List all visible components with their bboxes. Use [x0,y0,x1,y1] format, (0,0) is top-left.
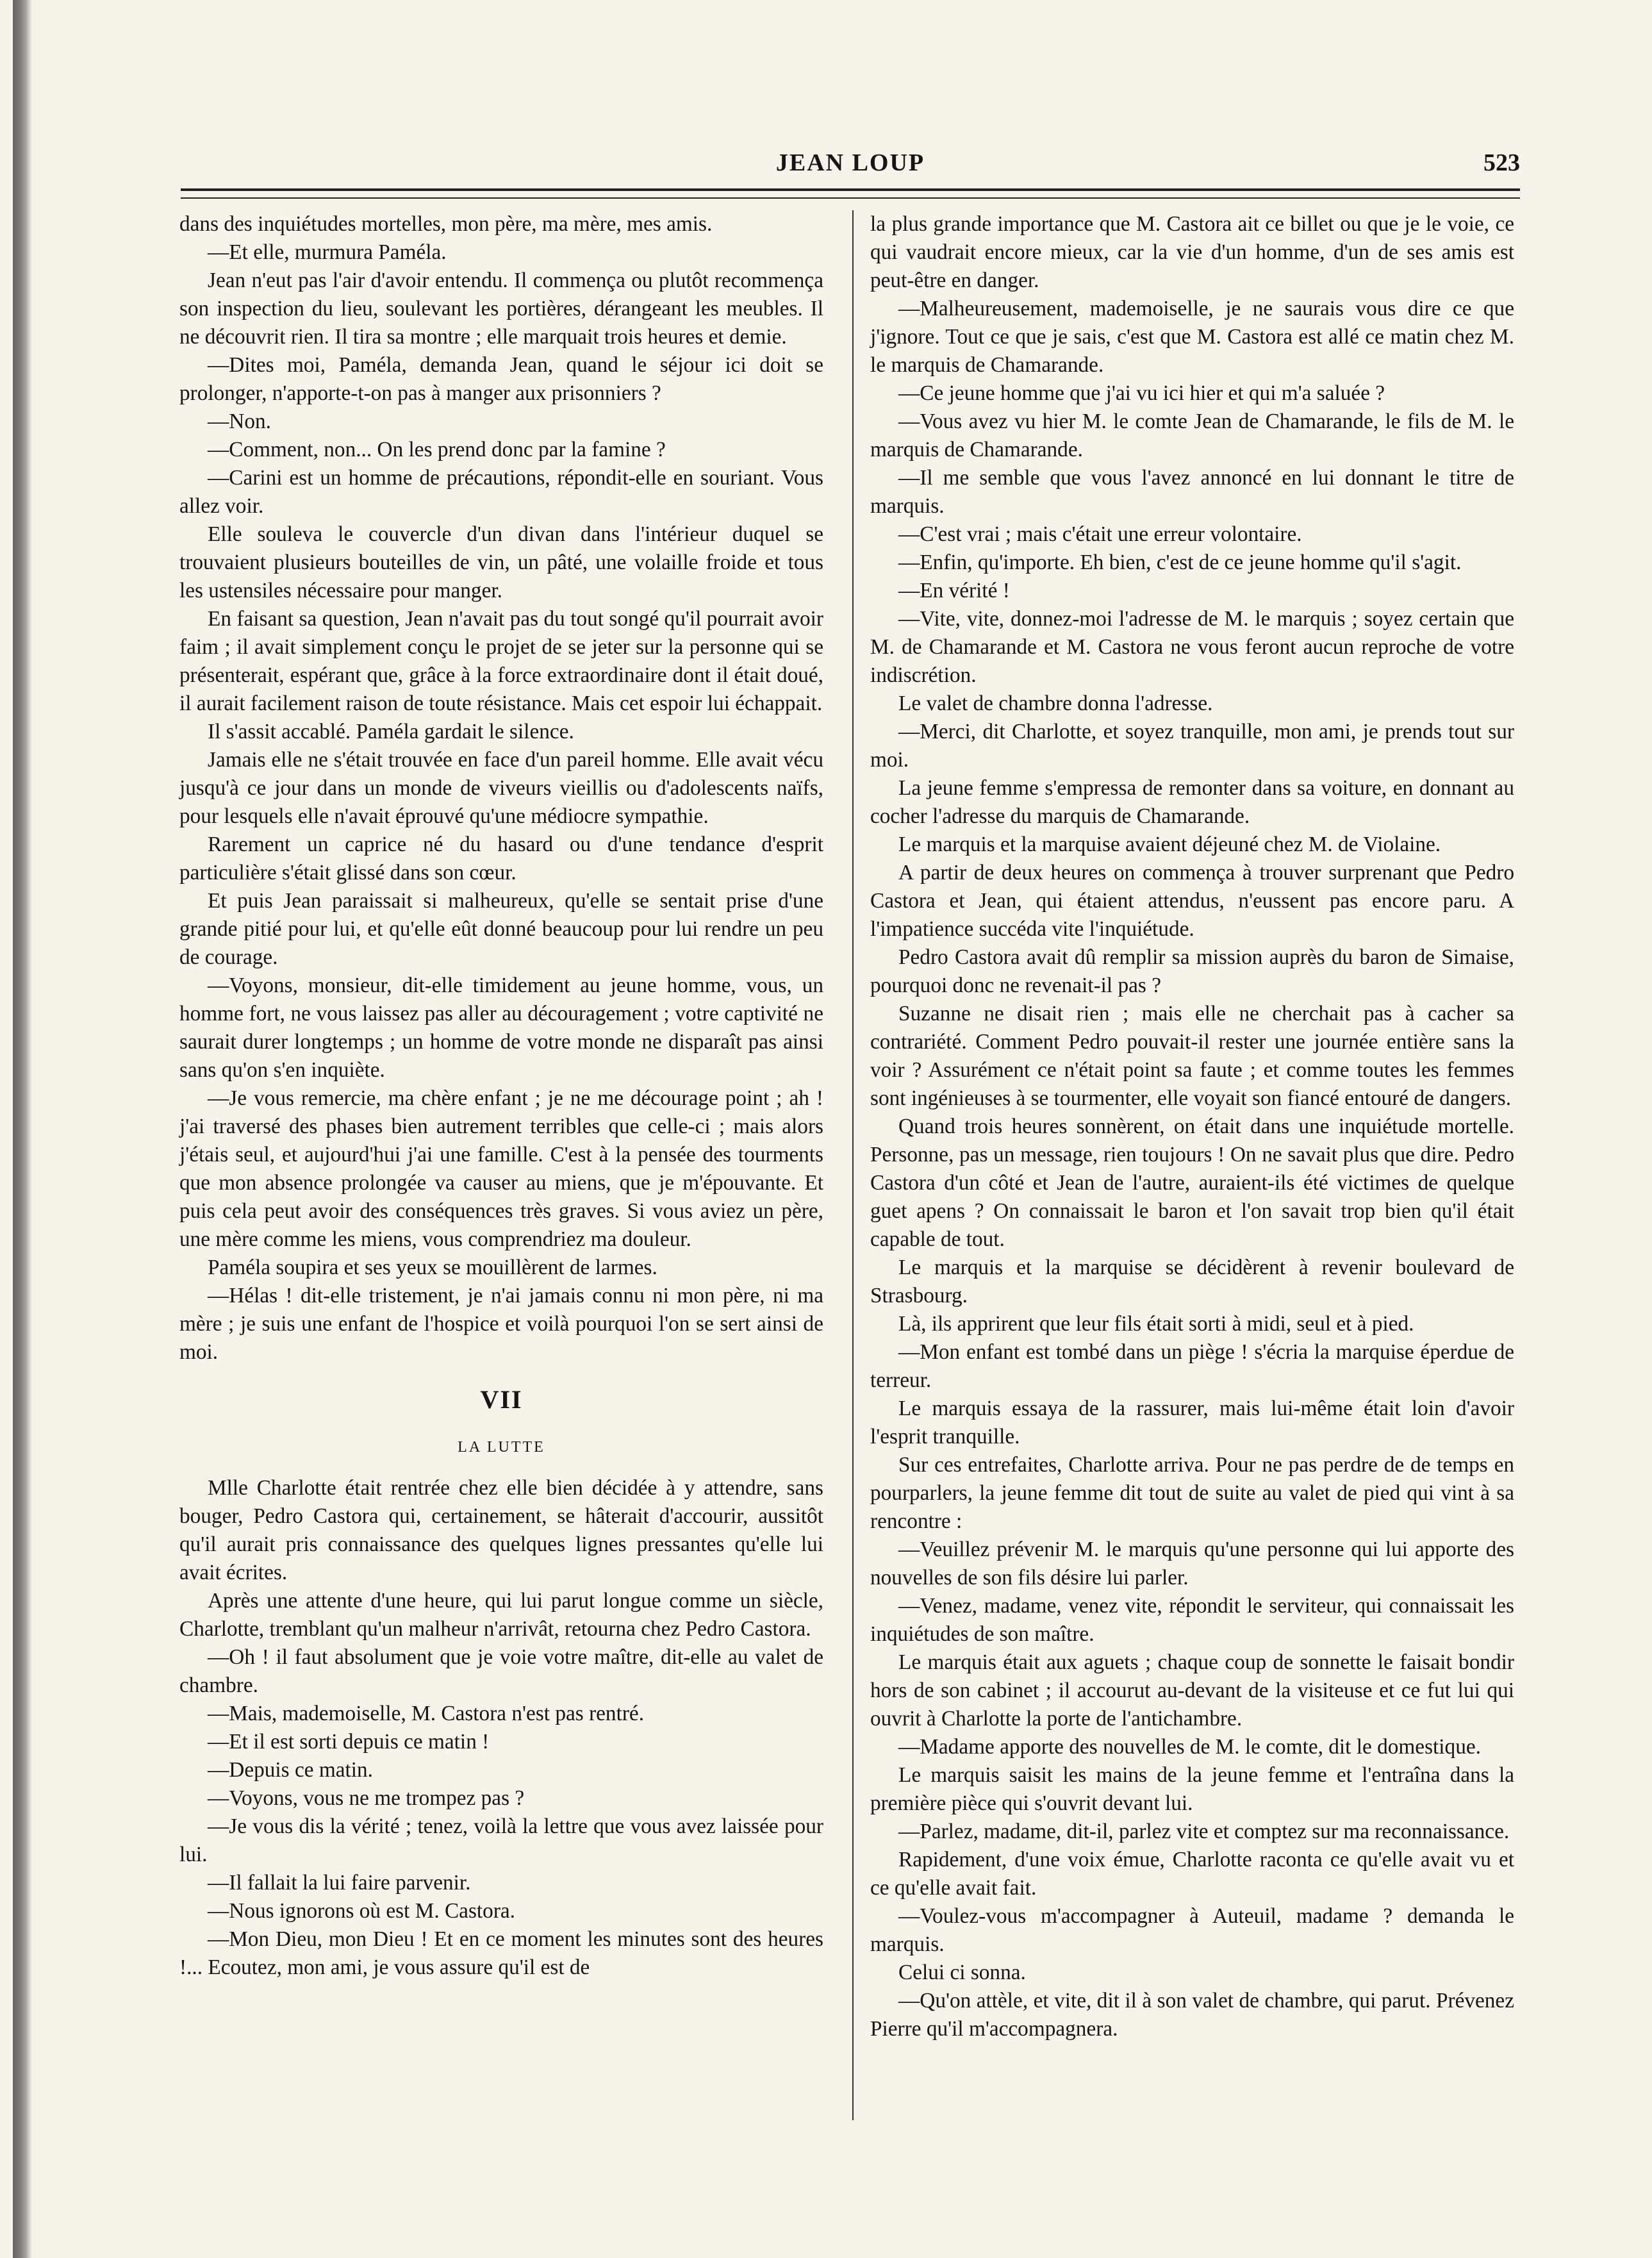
paragraph: Suzanne ne disait rien ; mais elle ne cherchait pas à cacher sa contrariété. Comment Pedro pouvait-il rester une journée entière sans la voir ? Assurément ce n'était point sa faute ; et comme toutes les femmes sont ingénieuses à se tourmenter, elle voyait son fiancé entouré de dangers. [870,1002,1514,1110]
paragraph: Le marquis était aux aguets ; chaque coup de sonnette le faisait bondir hors de son cabinet ; il accourut au-devant de la visiteuse et ce fut lui qui ouvrit à Charlotte la porte de l'antichambre. [870,1650,1514,1731]
paragraph: A partir de deux heures on commença à trouver surprenant que Pedro Castora et Jean, qui étaient attendus, n'eussent pas encore paru. A l'impatience succéda vite l'inquiétude. [870,861,1514,941]
paragraph: —Carini est un homme de précautions, répondit-elle en souriant. Vous allez voir. [179,466,823,518]
paragraph: —Voyons, monsieur, dit-elle timidement au jeune homme, vous, un homme fort, ne vous laissez pas aller au découragement ; votre captivité ne saurait durer longtemps ; un homme de votre monde ne disparaît pas ainsi sans qu'on s'en inquiète. [179,974,823,1082]
chapter-number: VII [480,1385,523,1414]
column-divider [852,210,854,2120]
paragraph: —Je vous dis la vérité ; tenez, voilà la lettre que vous avez laissée pour lui. [179,1814,823,1866]
paragraph: —C'est vrai ; mais c'était une erreur volontaire. [898,522,1302,546]
paragraph: —Non. [208,410,271,433]
paragraph: Rapidement, d'une voix émue, Charlotte raconta ce qu'elle avait vu et ce qu'elle avait fait. [870,1848,1514,1900]
paragraph: —Voulez-vous m'accompagner à Auteuil, madame ? demanda le marquis. [870,1904,1514,1956]
right-column [870,210,1514,2043]
paragraph: —Comment, non... On les prend donc par la famine ? [208,438,666,461]
paragraph: Pedro Castora avait dû remplir sa mission auprès du baron de Simaise, pourquoi donc ne revenait-il pas ? [870,945,1514,997]
paragraph: —Qu'on attèle, et vite, dit il à son valet de chambre, qui parut. Prévenez Pierre qu'il m'accompagnera. [870,1989,1514,2041]
paragraph: dans des inquiétudes mortelles, mon père, ma mère, mes amis. [179,212,713,236]
header-rule [181,188,1520,199]
paragraph: Mlle Charlotte était rentrée chez elle bien décidée à y attendre, sans bouger, Pedro Castora qui, certainement, se hâterait d'accourir, aussitôt qu'il aurait pris connaissance des quelques lignes pressantes qu'elle lui avait écrites. [179,1476,823,1584]
paragraph: —Venez, madame, venez vite, répondit le serviteur, qui connaissait les inquiétudes de son maître. [870,1594,1514,1646]
paragraph: La jeune femme s'empressa de remonter dans sa voiture, en donnant au cocher l'adresse du marquis de Chamarande. [870,776,1514,828]
paragraph: —Mais, mademoiselle, M. Castora n'est pas rentré. [208,1702,645,1725]
paragraph: —Dites moi, Paméla, demanda Jean, quand le séjour ici doit se prolonger, n'apporte-t-on pas à manger aux prisonniers ? [179,353,823,405]
paragraph: —Il me semble que vous l'avez annoncé en lui donnant le titre de marquis. [870,466,1514,518]
right-paragraphs [870,295,1514,2043]
paragraph: —Hélas ! dit-elle tristement, je n'ai jamais connu ni mon père, ni ma mère ; je suis une enfant de l'hospice et voilà pourquoi l'on se sert ainsi de moi. [179,1284,823,1364]
paragraph: Rarement un caprice né du hasard ou d'une tendance d'esprit particulière s'était glissé dans son cœur. [179,833,823,884]
paragraph: —Veuillez prévenir M. le marquis qu'une personne qui lui apporte des nouvelles de son fils désire lui parler. [870,1538,1514,1590]
paragraph: Après une attente d'une heure, qui lui parut longue comme un siècle, Charlotte, tremblant qu'un malheur n'arrivât, retourna chez Pedro Castora. [179,1589,823,1641]
left-paragraphs-before [179,210,823,1366]
paragraph: —Parlez, madame, dit-il, parlez vite et comptez sur ma reconnaissance. [898,1820,1510,1843]
paragraph: Le marquis et la marquise avaient déjeuné chez M. de Violaine. [898,833,1441,856]
paragraph: —Depuis ce matin. [208,1758,373,1782]
paragraph: —Voyons, vous ne me trompez pas ? [208,1786,525,1810]
paragraph: —Enfin, qu'importe. Eh bien, c'est de ce jeune homme qu'il s'agit. [898,551,1462,574]
paragraph: —Nous ignorons où est M. Castora. [208,1899,516,1923]
paragraph: Le marquis et la marquise se décidèrent à revenir boulevard de Strasbourg. [870,1256,1514,1307]
paragraph: —Vous avez vu hier M. le comte Jean de Chamarande, le fils de M. le marquis de Chamarande. [870,410,1514,461]
paragraph: —Ce jeune homme que j'ai vu ici hier et qui m'a saluée ? [898,381,1385,405]
paragraph: Celui ci sonna. [898,1961,1026,1984]
page-number: 523 [1483,149,1520,176]
paragraph: Et puis Jean paraissait si malheureux, qu'elle se sentait prise d'une grande pitié pour lui, et qu'elle eût donné beaucoup pour lui rendre un peu de courage. [179,889,823,969]
paragraph: Le valet de chambre donna l'adresse. [898,692,1213,715]
left-paragraphs-after [179,1474,823,1982]
paragraph: Le marquis saisit les mains de la jeune femme et l'entraîna dans la première pièce qui s'ouvrit devant lui. [870,1763,1514,1815]
paragraph: —Merci, dit Charlotte, et soyez tranquille, mon ami, je prends tout sur moi. [870,720,1514,772]
continued-paragraph: la plus grande importance que M. Castora ait ce billet ou que je le voie, ce qui vaudrait encore mieux, car la vie d'un homme, d'un de ses amis est peut-être en danger. [870,212,1514,292]
paragraph: —Vite, vite, donnez-moi l'adresse de M. le marquis ; soyez certain que M. de Chamarande et M. Castora ne vous feront aucun reproche de votre indiscrétion. [870,607,1514,687]
paragraph: —Il fallait la lui faire parvenir. [208,1871,471,1895]
paragraph: Sur ces entrefaites, Charlotte arriva. Pour ne pas perdre de de temps en pourparlers, la jeune femme dit tout de suite au valet de pied qui vint à sa rencontre : [870,1453,1514,1533]
left-column [179,210,823,1982]
paragraph: —Oh ! il faut absolument que je voie votre maître, dit-elle au valet de chambre. [179,1645,823,1697]
paragraph: —Mon Dieu, mon Dieu ! Et en ce moment les minutes sont des heures !... Ecoutez, mon ami, je vous assure qu'il est de [179,1927,823,1979]
paragraph: Là, ils apprirent que leur fils était sorti à midi, seul et à pied. [898,1312,1414,1336]
paragraph: Elle souleva le couvercle d'un divan dans l'intérieur duquel se trouvaient plusieurs bouteilles de vin, un pâté, une volaille froide et tous les ustensiles nécessaire pour manger. [179,522,823,602]
paragraph: Le marquis essaya de la rassurer, mais lui-même était loin d'avoir l'esprit tranquille. [870,1397,1514,1449]
paragraph: —Et il est sorti depuis ce matin ! [208,1730,490,1754]
chapter-title: LA LUTTE [458,1439,545,1456]
running-title: JEAN LOUP [775,149,925,176]
paragraph: Il s'assit accablé. Paméla gardait le silence. [208,720,574,743]
paragraph: —Je vous remercie, ma chère enfant ; je ne me décourage point ; ah ! j'ai traversé des phases bien autrement terribles que celle-ci ; mais alors j'étais seul, et aujourd'hui j'ai une famille. C'est à la pensée des tourments que mon absence prolongée va causer au miens, que je m'épouvante. Et puis cela peut avoir des conséquences très graves. Si vous aviez un père, une mère comme les miens, vous comprendriez ma douleur. [179,1086,823,1251]
paragraph: —Malheureusement, mademoiselle, je ne saurais vous dire ce que j'ignore. Tout ce que je sais, c'est que M. Castora est allé ce matin chez M. le marquis de Chamarande. [870,297,1514,377]
paragraph: —Et elle, murmura Paméla. [208,240,447,264]
paragraph: Jean n'eut pas l'air d'avoir entendu. Il commença ou plutôt recommença son inspection du lieu, soulevant les portières, dérangeant les meubles. Il ne découvrit rien. Il tira sa montre ; elle marquait trois heures et demie. [179,269,823,349]
paragraph: Jamais elle ne s'était trouvée en face d'un pareil homme. Elle avait vécu jusqu'à ce jour dans un monde de viveurs vieillis ou d'adolescents naïfs, pour lesquels elle n'avait éprouvé qu'une médiocre sympathie. [179,748,823,828]
paragraph: Quand trois heures sonnèrent, on était dans une inquiétude mortelle. Personne, pas un message, rien toujours ! On ne savait plus que dire. Pedro Castora d'un côté et Jean de l'autre, auraient-ils été victimes de quelque guet apens ? On connaissait le baron et l'on savait trop bien qu'il était capable de tout. [870,1115,1514,1251]
page-header [181,149,1520,187]
page-binding-edge [13,0,32,2258]
paragraph: —En vérité ! [898,579,1010,602]
paragraph: —Madame apporte des nouvelles de M. le comte, dit le domestique. [898,1735,1481,1759]
paragraph: En faisant sa question, Jean n'avait pas du tout songé qu'il pourrait avoir faim ; il avait simplement conçu le projet de se jeter sur la personne qui se présenterait, espérant que, grâce à la force extraordinaire dont il était doué, il aurait facilement raison de toute résistance. Mais cet espoir lui échappait. [179,607,823,715]
paragraph: —Mon enfant est tombé dans un piège ! s'écria la marquise éperdue de terreur. [870,1340,1514,1392]
paragraph: Paméla soupira et ses yeux se mouillèrent de larmes. [208,1256,657,1279]
